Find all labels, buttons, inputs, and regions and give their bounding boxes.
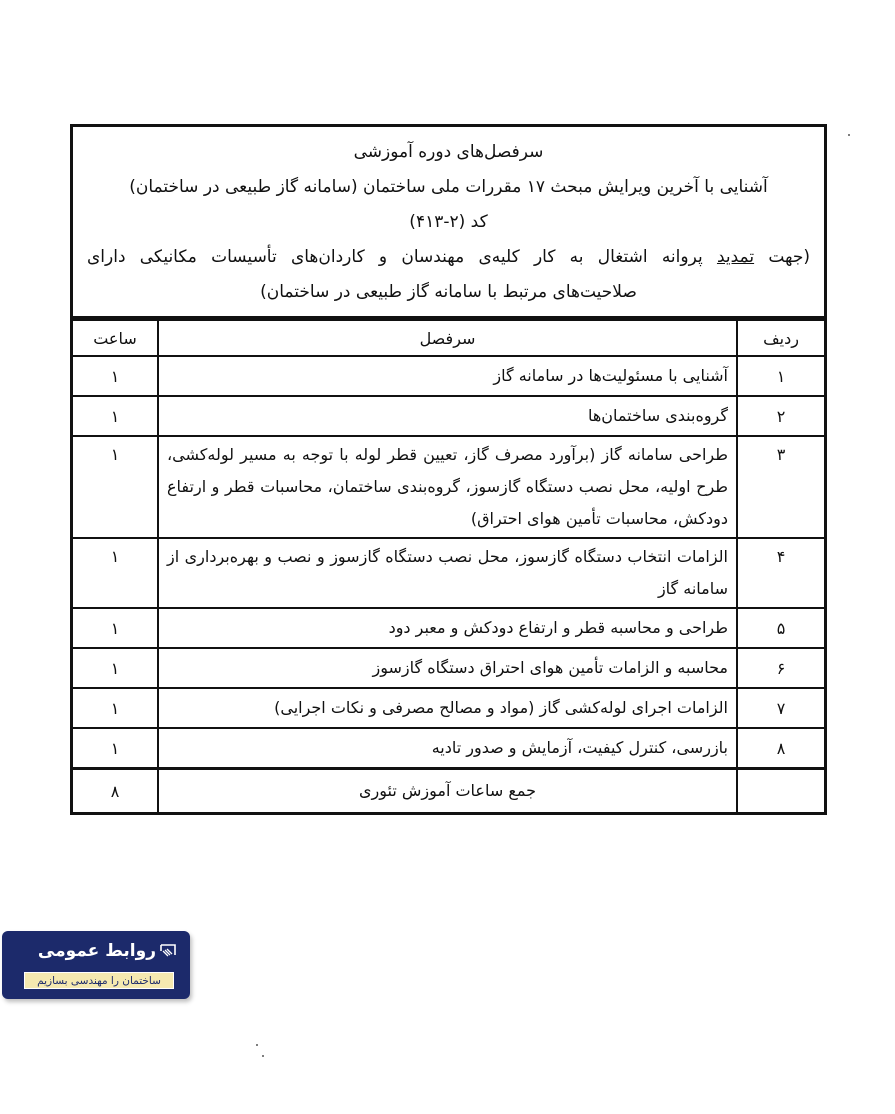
row-topic: الزامات اجرای لوله‌کشی گاز (مواد و مصالح مصرفی و نکات اجرایی) <box>158 688 737 728</box>
column-header-topic: سرفصل <box>158 320 737 356</box>
row-topic: الزامات انتخاب دستگاه گازسوز، محل نصب دستگاه گازسوز و نصب و بهره‌برداری از سامانه گاز <box>158 538 737 608</box>
row-hours: ۱ <box>73 648 158 688</box>
purpose-rest: پروانه اشتغال به کار کلیه‌ی مهندسان و کاردان‌های تأسیسات مکانیکی دارای <box>87 247 703 267</box>
row-number: ۷ <box>737 688 824 728</box>
row-number: ۳ <box>737 436 824 538</box>
row-topic: بازرسی، کنترل کیفیت، آزمایش و صدور تادیه <box>158 728 737 769</box>
row-hours: ۱ <box>73 396 158 436</box>
row-hours: ۱ <box>73 356 158 396</box>
row-number: ۸ <box>737 728 824 769</box>
row-hours: ۱ <box>73 728 158 769</box>
row-number: ۱ <box>737 356 824 396</box>
table-row <box>73 688 824 728</box>
scan-speck <box>262 1055 264 1057</box>
column-header-row-number: ردیف <box>737 320 824 356</box>
table-row <box>73 538 824 608</box>
total-hours: ۸ <box>73 769 158 813</box>
total-label: جمع ساعات آموزش تئوری <box>158 769 737 813</box>
purpose-prefix: (جهت <box>768 247 810 267</box>
row-hours: ۱ <box>73 538 158 608</box>
course-syllabus-document <box>70 124 827 815</box>
logo-tagline: ساختمان را مهندسی بسازیم <box>24 972 174 989</box>
row-hours: ۱ <box>73 688 158 728</box>
row-number: ۲ <box>737 396 824 436</box>
row-topic: آشنایی با مسئولیت‌ها در سامانه گاز <box>158 356 737 396</box>
handshake-building-icon <box>160 943 176 959</box>
scan-speck <box>848 134 850 136</box>
public-relations-logo <box>2 931 190 999</box>
document-title: سرفصل‌های دوره آموزشی <box>353 142 544 162</box>
table-row <box>73 648 824 688</box>
row-hours: ۱ <box>73 608 158 648</box>
row-topic: گروه‌بندی ساختمان‌ها <box>158 396 737 436</box>
purpose-underlined-word: تمدید <box>716 247 755 267</box>
row-number: ۴ <box>737 538 824 608</box>
scan-speck <box>256 1044 258 1046</box>
document-subtitle: آشنایی با آخرین ویرایش مبحث ۱۷ مقررات ملی ساختمان (سامانه گاز طبیعی در ساختمان) <box>129 177 768 197</box>
row-topic: طراحی سامانه گاز (برآورد مصرف گاز، تعیین قطر لوله با توجه به مسیر لوله‌کشی، طرح اولیه، محل نصب دستگاه گازسوز، گروه‌بندی ساختمان، محاسبات قطر و ارتفاع دودکش، محاسبات تأمین هوای احتراق) <box>158 436 737 538</box>
course-code: کد (۲-۴۱۳) <box>409 212 488 232</box>
document-header <box>73 127 824 319</box>
purpose-line-1 <box>87 240 810 275</box>
table-row <box>73 608 824 648</box>
column-header-hours: ساعت <box>73 320 158 356</box>
table-header-row <box>73 320 824 356</box>
row-topic: طراحی و محاسبه قطر و ارتفاع دودکش و معبر دود <box>158 608 737 648</box>
purpose-line-2: صلاحیت‌های مرتبط با سامانه گاز طبیعی در ساختمان) <box>260 282 637 302</box>
logo-brand-text: روابط عمومی <box>37 941 156 961</box>
syllabus-table <box>73 319 824 812</box>
total-row-number-empty <box>737 769 824 813</box>
total-row <box>73 769 824 813</box>
row-hours: ۱ <box>73 436 158 538</box>
row-number: ۶ <box>737 648 824 688</box>
row-number: ۵ <box>737 608 824 648</box>
row-topic: محاسبه و الزامات تأمین هوای احتراق دستگاه گازسوز <box>158 648 737 688</box>
table-row <box>73 436 824 538</box>
table-row <box>73 356 824 396</box>
table-row <box>73 728 824 769</box>
table-row <box>73 396 824 436</box>
